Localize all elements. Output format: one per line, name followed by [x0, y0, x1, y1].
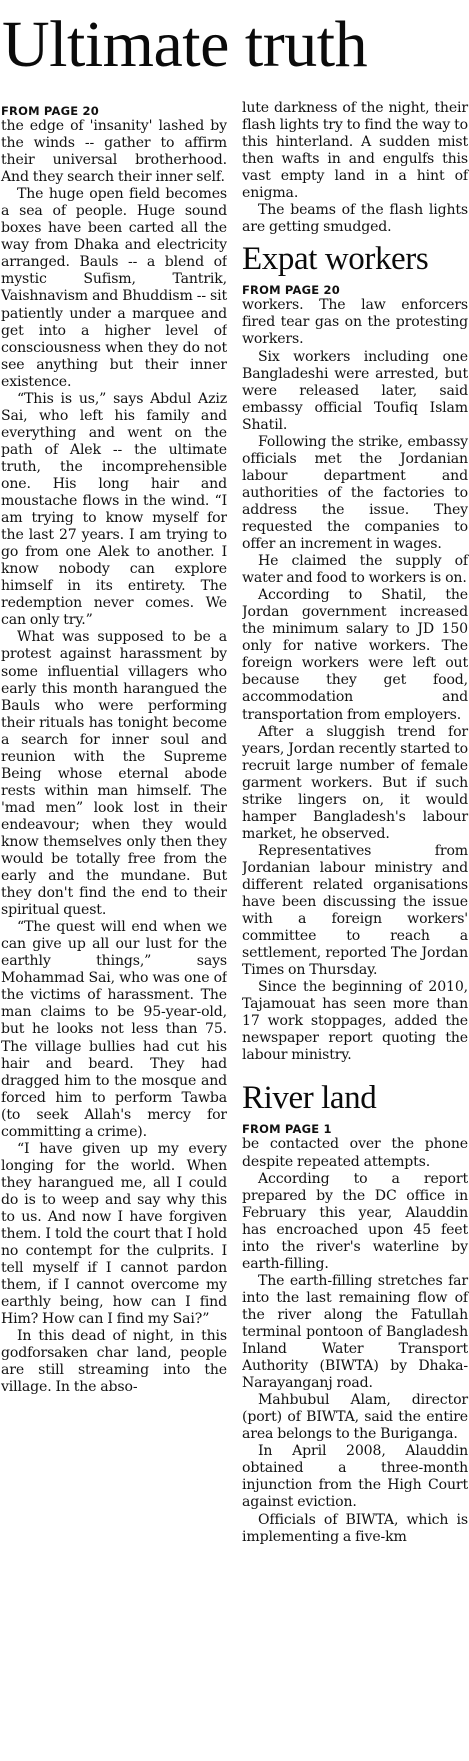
article-paragraph: Six workers including one Bangladeshi were arrested, but were released later, said embassy official Toufiq Islam Shatil.	[242, 348, 468, 433]
article-paragraph: He claimed the supply of water and food to workers is on.	[242, 553, 468, 587]
article-paragraph: According to Shatil, the Jordan government increased the minimum salary to JD 150 only for native workers. The foreign workers were left out because they get food, accommodation and transportation from employers.	[242, 587, 468, 723]
article-paragraph: lute darkness of the night, their flash lights try to find the way to this hinterland. A sudden mist then wafts in and engulfs this vast empty land in a hint of enigma.	[242, 100, 468, 202]
article-paragraph: Officials of BIWTA, which is implementing a five-km	[242, 1511, 468, 1545]
article-paragraph: Following the strike, embassy officials met the Jordanian labour department and authorities of the factories to address the issue. They requested the companies to offer an increment in wages.	[242, 433, 468, 553]
article-paragraph: “I have given up my every longing for the world. When they harangued me, all I could do is to weep and say why this to us. And now I have forgiven them. I told the court that I hold no contempt for the culprits. I tell myself if I cannot pardon them, if I cannot overcome my earthly being, how can I find Him? How can I find my Sai?”	[1, 1140, 227, 1328]
article-columns	[0, 100, 469, 1761]
article-paragraph: “The quest will end when we can give up all our lust for the earthly things,” says Mohammad Sai, who was one of the victims of harassment. The man claims to be 95-year-old, but he looks not less than 75. The village bullies had cut his hair and beard. They had dragged him to the mosque and forced him to perform Tawba (to seek Allah's mercy for committing a crime).	[1, 919, 227, 1140]
article-paragraph: the edge of 'insanity' lashed by the winds -- gather to affirm their universal brotherhood. And they search their inner self.	[1, 118, 227, 186]
article-paragraph: Since the beginning of 2010, Tajamouat has seen more than 17 work stoppages, added the newspaper report quoting the labour ministry.	[242, 979, 468, 1064]
article-paragraph: In this dead of night, in this godforsaken char land, people are still streaming into the village. In the abso-	[1, 1328, 227, 1396]
article-paragraph: What was supposed to be a protest against harassment by some influential villagers who early this month harangued the Bauls who were performing their rituals has tonight become a search for inner soul and reunion with the Supreme Being whose eternal abode rests within man himself. The 'mad men” look lost in their endeavour; when they would know themselves only then they would be totally free from the early and the mundane. But they don't find the end to their spiritual quest.	[1, 629, 227, 919]
article-paragraph: The earth-filling stretches far into the last remaining flow of the river along the Fatullah terminal pontoon of Bangladesh Inland Water Transport Authority (BIWTA) by Dhaka-Narayanganj road.	[242, 1272, 468, 1392]
article-paragraph: In April 2008, Alauddin obtained a three-month injunction from the High Court against eviction.	[242, 1443, 468, 1511]
article-paragraph: Mahbubul Alam, director (port) of BIWTA, said the entire area belongs to the Buriganga.	[242, 1392, 468, 1443]
jump-label: FROM PAGE 20	[242, 283, 340, 298]
article-paragraph: be contacted over the phone despite repeated attempts.	[242, 1136, 468, 1170]
article-paragraph: workers. The law enforcers fired tear gas on the protesting workers.	[242, 297, 468, 348]
jump-label: FROM PAGE 20	[1, 104, 99, 118]
jump-label: FROM PAGE 1	[242, 1122, 332, 1137]
article-paragraph: The beams of the flash lights are getting smudged.	[242, 202, 468, 236]
main-headline: Ultimate truth	[2, 8, 368, 81]
river-land-headline: River land	[242, 1080, 377, 1117]
ultimate-truth-column	[0, 100, 227, 1761]
article-paragraph: According to a report prepared by the DC office in February this year, Alauddin has encroached upon 45 feet into the river's waterline by earth-filling.	[242, 1170, 468, 1272]
article-paragraph: The huge open field becomes a sea of people. Huge sound boxes have been carted all the way from Dhaka and electricity arranged. Bauls -- a blend of mystic Sufism, Tantrik, Vaishnavism and Bhuddism -- sit patiently under a marquee and get into a higher level of consciousness when they do not see anything but their inner existence.	[1, 186, 227, 390]
article-paragraph: Representatives from Jordanian labour ministry and different related organisations have been discussing the issue with a foreign workers' committee to reach a settlement, reported The Jordan Times on Thursday.	[242, 842, 468, 979]
article-paragraph: After a sluggish trend for years, Jordan recently started to recruit large number of female garment workers. But if such strike lingers on, it would hamper Bangladesh's labour market, he observed.	[242, 723, 468, 842]
expat-workers-headline: Expat workers	[242, 241, 429, 278]
right-column	[242, 100, 469, 1761]
article-paragraph: “This is us,” says Abdul Aziz Sai, who left his family and everything and went on the path of Alek -- the ultimate truth, the incomprehensible one. His long hair and moustache flows in the wind. “I am trying to know myself for the last 27 years. I am trying to go from one Alek to another. I know nobody can explore himself in its entirety. The redemption never comes. We can only try.”	[1, 390, 227, 629]
